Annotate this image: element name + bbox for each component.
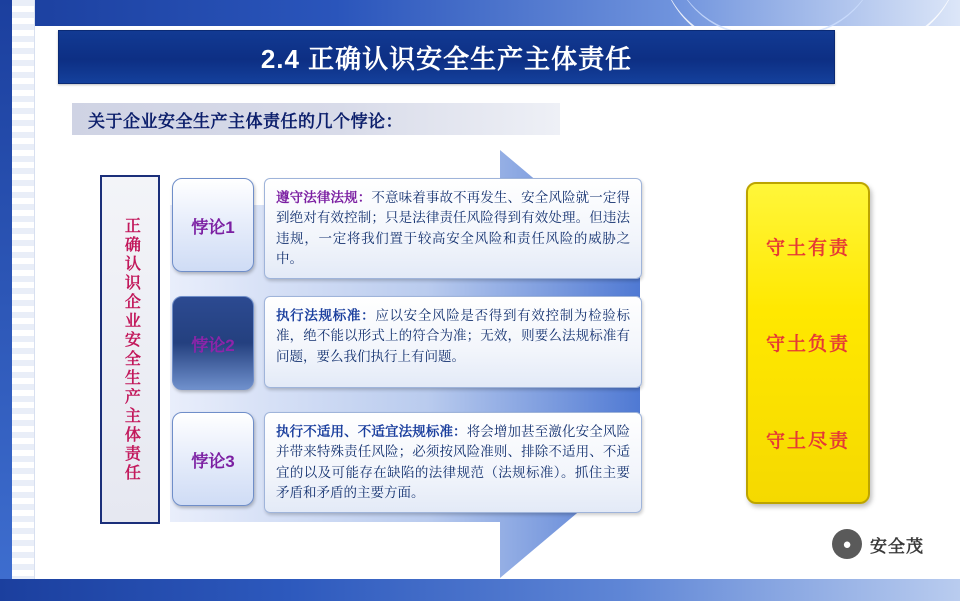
paradox-chip-label: 悖论3 xyxy=(191,451,235,471)
outcome-box xyxy=(746,182,870,504)
paradox-chip-label: 悖论2 xyxy=(191,335,235,355)
paradox-chip-label: 悖论1 xyxy=(191,217,235,237)
paradox-body-1: 不意味着事故不再发生、安全风险就一定得到绝对有效控制；只是法律责任风险得到有效处理。但违法违规，一定将我们置于较高安全风险和责任风险的威胁之中。 xyxy=(276,190,631,266)
pig-logo-icon: ● xyxy=(832,529,862,559)
vertical-label-box xyxy=(100,175,160,524)
paradox-bubble-1 xyxy=(264,178,642,279)
paradox-lead-2: 执行法规标准： xyxy=(276,308,376,323)
paradox-chip-2[interactable] xyxy=(172,296,254,390)
title-bar xyxy=(58,30,835,84)
outcome-item-3: 守土尽责 xyxy=(765,431,850,453)
bottom-decoration-band xyxy=(0,579,960,601)
paradox-body-3: 将会增加甚至激化安全风险并带来特殊责任风险；必须按风险准则、排除不适用、不适宜的以及可能存在缺陷的法律规范（法规标准）。抓住主要矛盾和矛盾的主要方面。 xyxy=(276,424,631,500)
paradox-bubble-3 xyxy=(264,412,642,513)
paradox-row xyxy=(172,412,642,512)
paradox-row xyxy=(172,178,642,278)
footer-logo xyxy=(832,529,924,559)
paradox-chip-3[interactable] xyxy=(172,412,254,506)
paradox-lead-1: 遵守法律法规： xyxy=(276,190,372,205)
paradox-bubble-2 xyxy=(264,296,642,388)
left-blue-bar xyxy=(0,0,12,601)
paradox-body-2: 应以安全风险是否得到有效控制为检验标准，绝不能以形式上的符合为准；无效，则要么法规标准有问题，要么我们执行上有问题。 xyxy=(276,308,630,364)
subheading-banner xyxy=(72,103,560,135)
subheading-text: 关于企业安全生产主体责任的几个悖论： xyxy=(88,111,403,131)
outcome-item-1: 守土有责 xyxy=(765,237,850,259)
paradox-lead-3: 执行不适用、不适宜法规标准： xyxy=(276,424,467,439)
paradox-chip-1[interactable] xyxy=(172,178,254,272)
footer-logo-text: 安全茂 xyxy=(870,536,924,556)
paradox-row xyxy=(172,296,642,396)
page-title: 2.4 正确认识安全生产主体责任 xyxy=(260,43,633,74)
top-decoration-band xyxy=(0,0,960,26)
outcome-item-2: 守土负责 xyxy=(765,334,850,356)
vertical-label-text: 正确认识企业安全生产主体责任 xyxy=(122,216,140,483)
